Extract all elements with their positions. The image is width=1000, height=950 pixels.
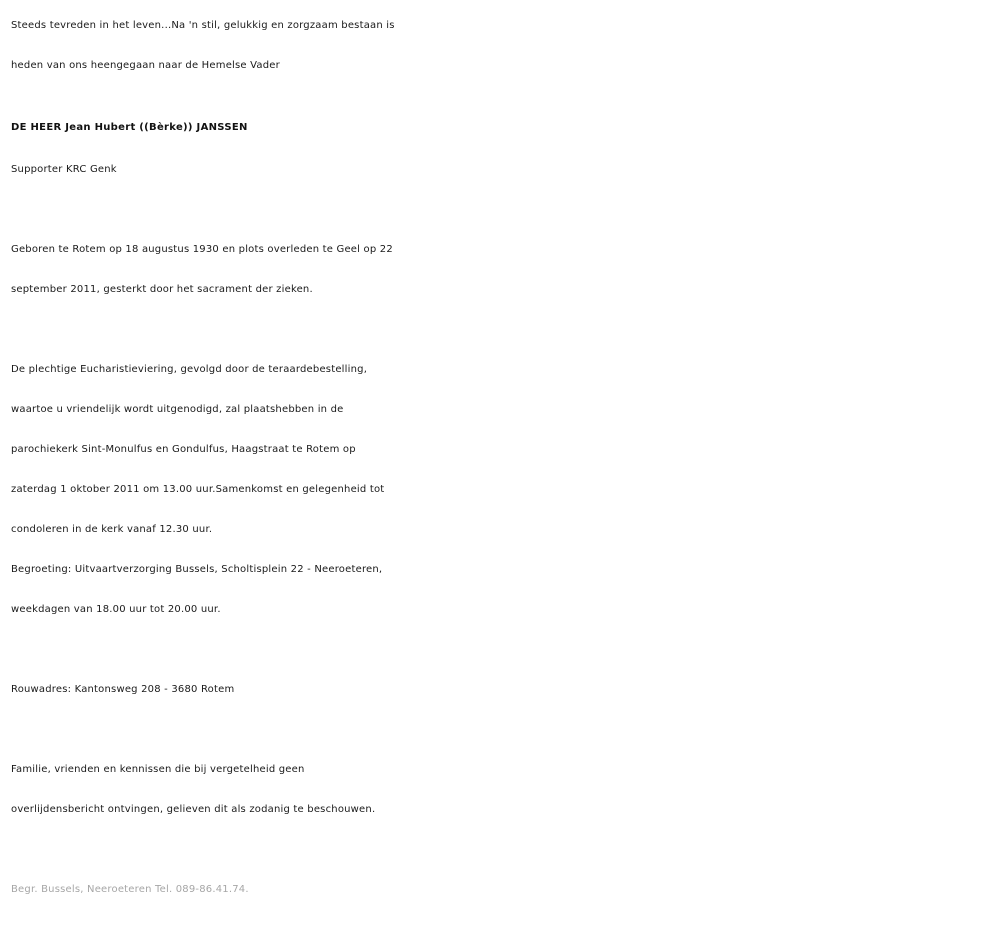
mourning-address: Rouwadres: Kantonsweg 208 - 3680 Rotem — [11, 684, 235, 695]
footer-contact: Begr. Bussels, Neeroeteren Tel. 089-86.41.74. — [11, 884, 249, 895]
ceremony-line-7: weekdagen van 18.00 uur tot 20.00 uur. — [11, 604, 221, 615]
ceremony-line-6: Begroeting: Uitvaartverzorging Bussels, Scholtisplein 22 - Neeroeteren, — [11, 564, 383, 575]
intro-line-2: heden van ons heengegaan naar de Hemelse Vader — [11, 60, 280, 71]
ceremony-line-2: waartoe u vriendelijk wordt uitgenodigd, zal plaatshebben in de — [11, 404, 344, 415]
spacer — [11, 310, 991, 350]
family-line-1: Familie, vrienden en kennissen die bij vergetelheid geen — [11, 764, 305, 775]
ceremony-line-3: parochiekerk Sint-Monulfus en Gondulfus, Haagstraat te Rotem op — [11, 444, 356, 455]
family-line-2: overlijdensbericht ontvingen, gelieven dit als zodanig te beschouwen. — [11, 804, 376, 815]
intro-line-1: Steeds tevreden in het leven...Na 'n stil, gelukkig en zorgzaam bestaan is — [11, 20, 395, 31]
birth-line-2: september 2011, gesterkt door het sacrament der zieken. — [11, 284, 313, 295]
ceremony-line-1: De plechtige Eucharistieviering, gevolgd door de teraardebestelling, — [11, 364, 368, 375]
subtitle: Supporter KRC Genk — [11, 164, 117, 175]
deceased-name: DE HEER Jean Hubert ((Bèrke)) JANSSEN — [11, 122, 248, 133]
spacer — [11, 190, 991, 230]
spacer — [11, 630, 991, 670]
spacer — [11, 86, 991, 106]
obituary-notice — [11, 6, 991, 910]
ceremony-line-5: condoleren in de kerk vanaf 12.30 uur. — [11, 524, 213, 535]
spacer — [11, 830, 991, 870]
spacer — [11, 710, 991, 750]
birth-line-1: Geboren te Rotem op 18 augustus 1930 en plots overleden te Geel op 22 — [11, 244, 393, 255]
ceremony-line-4: zaterdag 1 oktober 2011 om 13.00 uur.Samenkomst en gelegenheid tot — [11, 484, 385, 495]
